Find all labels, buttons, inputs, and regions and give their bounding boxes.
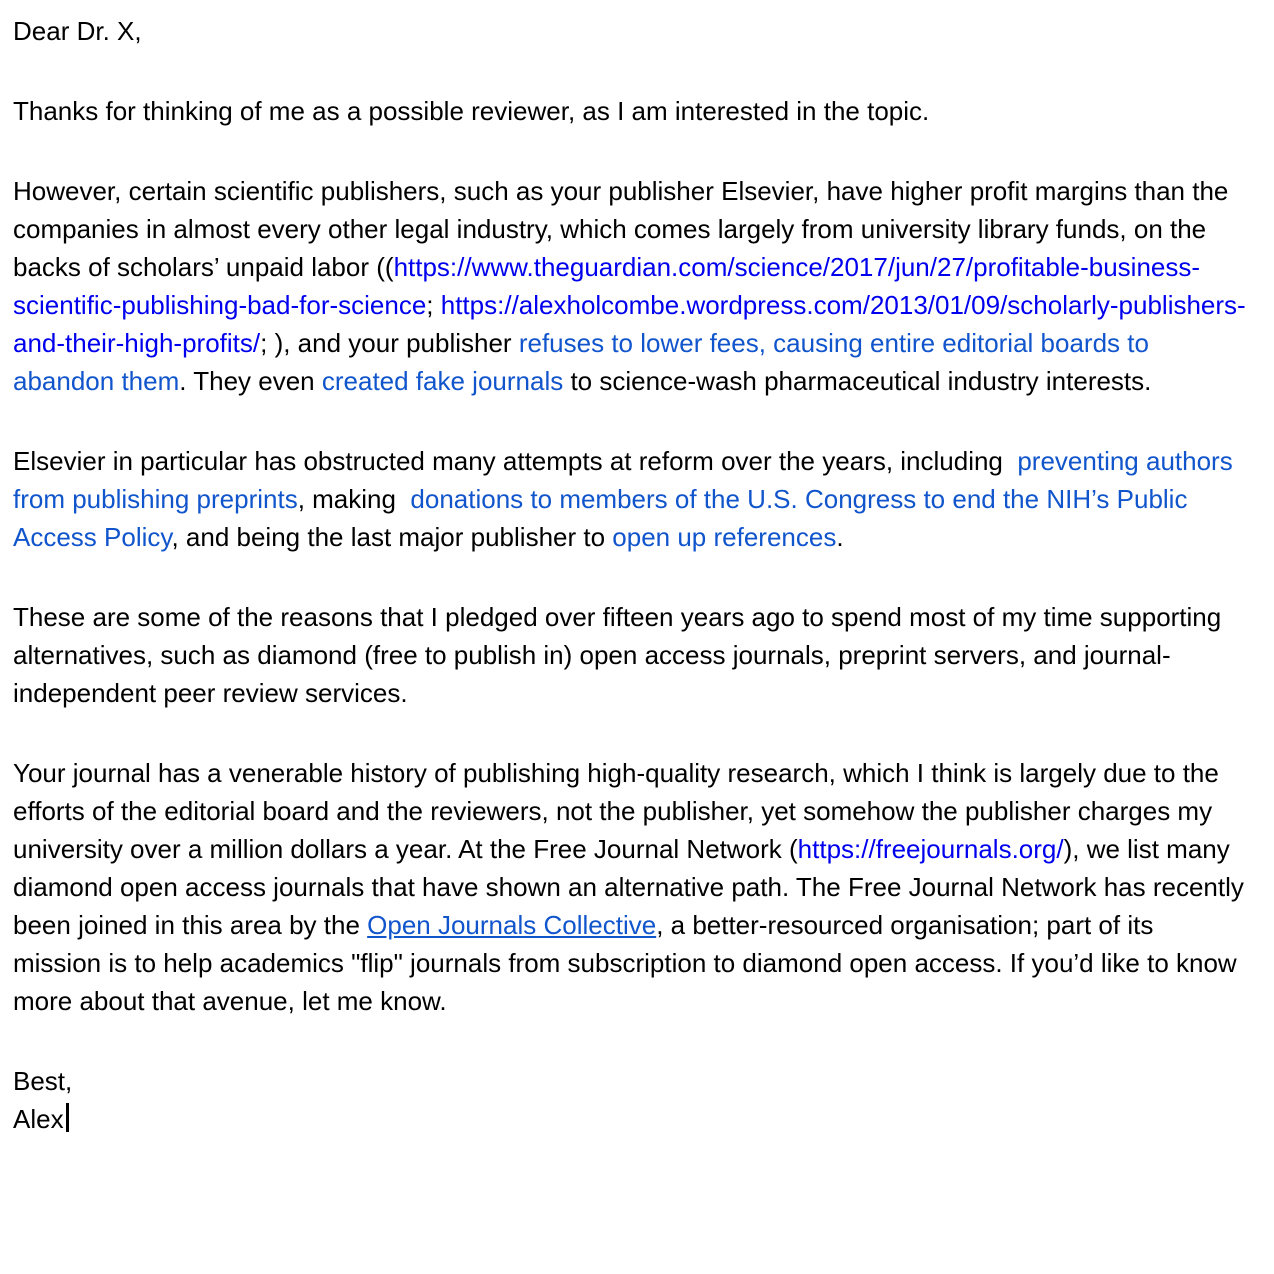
link-preventing-preprints[interactable]: preventing authors from publishing preprints bbox=[13, 446, 1240, 514]
link-freejournals[interactable]: https://freejournals.org/ bbox=[797, 834, 1064, 864]
link-refuses-to-lower-fees[interactable]: refuses to lower fees, causing entire editorial boards to abandon them bbox=[13, 328, 1157, 396]
link-open-journals-collective[interactable]: Open Journals Collective bbox=[367, 910, 657, 940]
text-run: , making bbox=[297, 484, 411, 514]
text-run: Alex bbox=[13, 1104, 64, 1134]
text-run: ; ), and your publisher bbox=[260, 328, 519, 358]
para-elsevier-obstruction bbox=[13, 442, 1247, 556]
text-run: These are some of the reasons that I pledged over fifteen years ago to spend most of my time supporting alternatives, such as diamond (free to publish in) open access journals, preprint servers, and journal-independent peer review services. bbox=[13, 602, 1229, 708]
link-congress-donations[interactable]: donations to members of the U.S. Congress to end the NIH’s Public Access Policy bbox=[13, 484, 1194, 552]
text-run: , and being the last major publisher to bbox=[171, 522, 613, 552]
link-created-fake-journals[interactable]: created fake journals bbox=[321, 366, 564, 396]
text-run: Elsevier in particular has obstructed many attempts at reform over the years, including bbox=[13, 446, 1018, 476]
text-run: Thanks for thinking of me as a possible reviewer, as I am interested in the topic. bbox=[13, 96, 930, 126]
text-run: . bbox=[836, 522, 844, 552]
link-guardian-profitable-business[interactable]: https://www.theguardian.com/science/2017/jun/27/profitable-business-scientific-publishing-bad-for-science bbox=[13, 252, 1201, 320]
link-open-up-references[interactable]: open up references bbox=[612, 522, 837, 552]
text-run: . They even bbox=[179, 366, 322, 396]
link-alexholcombe-wordpress[interactable]: https://alexholcombe.wordpress.com/2013/01/09/scholarly-publishers-and-their-high-profits/ bbox=[13, 290, 1246, 358]
para-pledge bbox=[13, 598, 1247, 712]
signature bbox=[13, 1062, 1247, 1138]
text-run: ), we list many diamond open access journals that have shown an alternative path. The Free Journal Network has recently been joined in this area by the bbox=[13, 834, 1252, 940]
para-publisher-profits bbox=[13, 172, 1247, 400]
email-compose-body[interactable] bbox=[13, 12, 1252, 1138]
text-run: However, certain scientific publishers, such as your publisher Elsevier, have higher profit margins than the companies in almost every other legal industry, which comes largely from university library funds, on the backs of scholars’ unpaid labor (( bbox=[13, 176, 1236, 282]
salutation bbox=[13, 12, 1247, 50]
text-run: Best, bbox=[13, 1066, 73, 1096]
para-thanks bbox=[13, 92, 1247, 130]
text-cursor bbox=[66, 1103, 69, 1132]
text-run: Dear Dr. X, bbox=[13, 16, 142, 46]
para-journal-history bbox=[13, 754, 1252, 1020]
text-run: to science-wash pharmaceutical industry interests. bbox=[563, 366, 1152, 396]
text-run: , a better-resourced organisation; part of its mission is to help academics "flip" journals from subscription to diamond open access. If you’d like to know more about that avenue, let me know. bbox=[13, 910, 1244, 1016]
text-run: Your journal has a venerable history of publishing high-quality research, which I think is largely due to the efforts of the editorial board and the reviewers, not the publisher, yet somehow the publisher charges my university over a million dollars a year. At the Free Journal Network ( bbox=[13, 758, 1227, 864]
text-run: ; bbox=[426, 290, 441, 320]
